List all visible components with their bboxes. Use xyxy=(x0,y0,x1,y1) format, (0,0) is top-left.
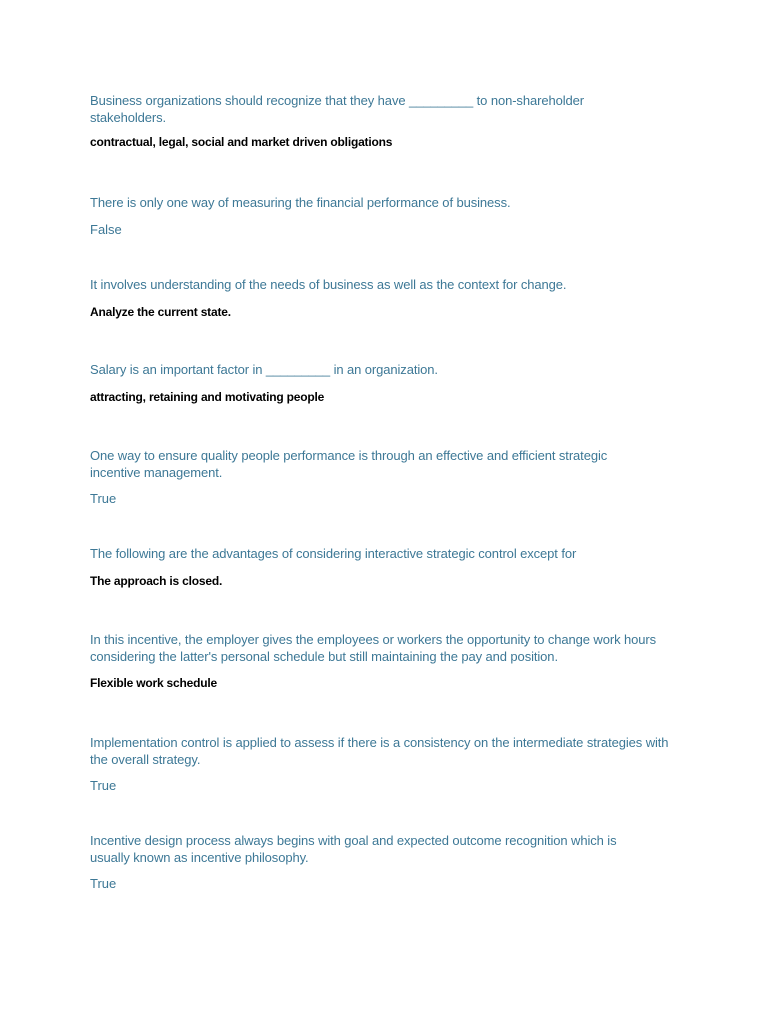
answer-text: True xyxy=(90,491,117,506)
question-text: Implementation control is applied to assess if there is a consistency on the intermediate strategies with the overall strategy. xyxy=(90,735,669,767)
answer-text: Flexible work schedule xyxy=(90,676,217,690)
answer-text: The approach is closed. xyxy=(90,573,223,588)
answer-text: True xyxy=(90,876,117,891)
qa-item-5 xyxy=(90,448,690,507)
qa-item-4 xyxy=(90,362,690,405)
question-text: There is only one way of measuring the financial performance of business. xyxy=(90,195,511,210)
qa-item-1 xyxy=(90,93,690,150)
question-text: Business organizations should recognize that they have _________ to non-shareholder stakeholders. xyxy=(90,93,584,125)
qa-item-7 xyxy=(90,632,690,691)
question-text: In this incentive, the employer gives the employees or workers the opportunity to change work hours considering the latter's personal schedule but still maintaining the pay and position. xyxy=(90,632,657,664)
qa-item-6 xyxy=(90,546,690,589)
question-text: Salary is an important factor in _________ in an organization. xyxy=(90,362,438,377)
answer-text: contractual, legal, social and market driven obligations xyxy=(90,135,393,149)
answer-text: True xyxy=(90,778,117,793)
question-text: It involves understanding of the needs of business as well as the context for change. xyxy=(90,277,567,292)
question-text: The following are the advantages of considering interactive strategic control except for xyxy=(90,546,577,561)
answer-text: False xyxy=(90,221,122,237)
qa-item-2 xyxy=(90,195,690,238)
qa-item-3 xyxy=(90,277,690,320)
qa-item-9 xyxy=(90,833,690,892)
answer-text: attracting, retaining and motivating people xyxy=(90,389,325,404)
question-text: One way to ensure quality people performance is through an effective and efficient strategic incentive management. xyxy=(90,448,608,480)
qa-item-8 xyxy=(90,735,690,794)
answer-text: Analyze the current state. xyxy=(90,304,231,319)
question-text: Incentive design process always begins with goal and expected outcome recognition which is usually known as incentive philosophy. xyxy=(90,833,617,865)
